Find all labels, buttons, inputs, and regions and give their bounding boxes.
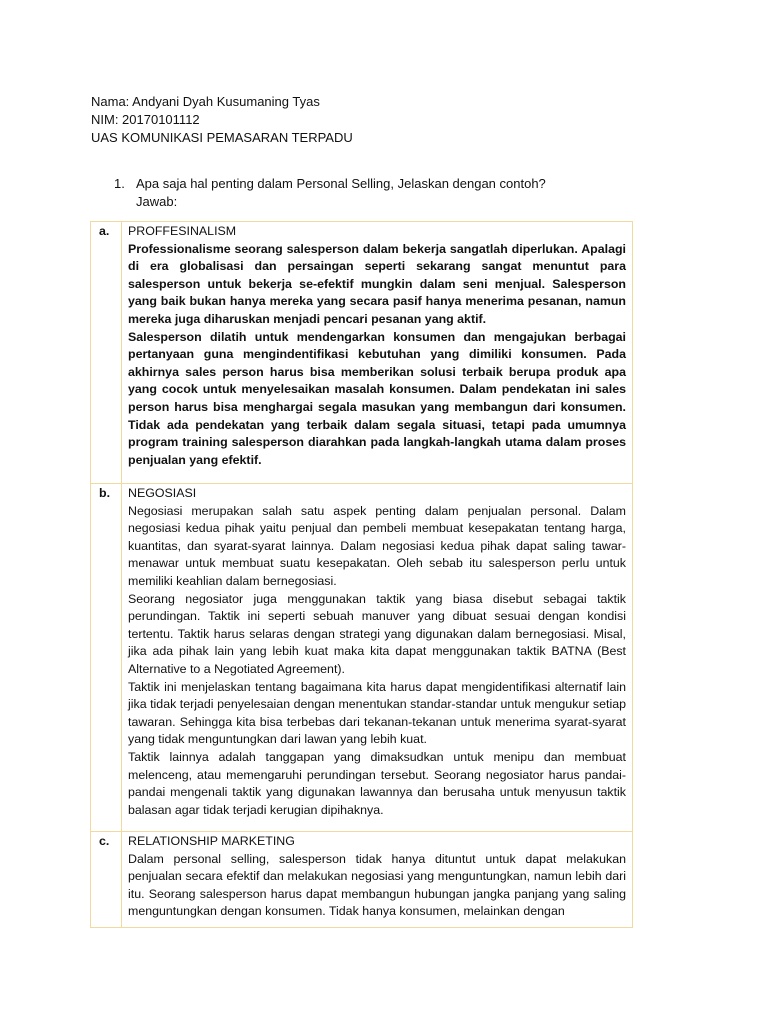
item-paragraph: Dalam personal selling, salesperson tidak hanya dituntut untuk dapat melakukan penjualan secara efektif dan melakukan negosiasi yang menguntungkan, namun lebih dari itu. Seorang salesperson harus dapat membangun hubungan jangka panjang yang saling menguntungkan dengan konsumen. Tidak hanya konsumen, melainkan dengan: [128, 851, 626, 919]
student-name: Nama: Andyani Dyah Kusumaning Tyas: [91, 94, 320, 109]
item-paragraph: Negosiasi merupakan salah satu aspek penting dalam penjualan personal. Dalam negosiasi kedua pihak yaitu penjual dan pembeli membuat kesepakatan tentang harga, kuantitas, dan syarat-syarat lainnya. Dalam negosiasi kedua pihak dapat saling tawar-menawar untuk membuat suatu kesepakatan. Oleh sebab itu salesperson perlu untuk memiliki keahlian dalam bernegosiasi.: [128, 503, 626, 588]
item-paragraph: Professionalisme seorang salesperson dalam bekerja sangatlah diperlukan. Apalagi di era globalisasi dan persaingan seperti sekarang sangat menuntut para salesperson untuk bekerja se-efektif mungkin dalam seni menjual. Salesperson yang baik bukan hanya mereka yang secara pasif hanya menerima pesanan, namun mereka juga diharuskan menjadi pencari pesanan yang aktif.: [128, 241, 626, 326]
answer-row-b: [91, 484, 633, 832]
student-nim: NIM: 20170101112: [91, 112, 200, 127]
item-content: [122, 222, 633, 484]
item-paragraph: Salesperson dilatih untuk mendengarkan konsumen dan mengajukan berbagai pertanyaan guna mengindentifikasi kebutuhan yang dimiliki konsumen. Pada akhirnya sales person harus bisa memberikan solusi terbaik berupa produk apa yang cocok untuk menyelesaikan masalah konsumen. Dalam pendekatan ini sales person harus bisa menghargai segala masukan yang membangun dari konsumen. Tidak ada pendekatan yang terbaik dalam segala situasi, tetapi pada umumnya program training salesperson diarahkan pada langkah-langkah utama dalam proses penjualan yang efektif.: [128, 329, 626, 467]
item-letter: a.: [91, 222, 122, 484]
item-title: NEGOSIASI: [128, 486, 197, 500]
student-header: [91, 93, 353, 147]
item-paragraph: Taktik lainnya adalah tanggapan yang dimaksudkan untuk menipu dan membuat melenceng, atau memengaruhi perundingan tersebut. Seorang negosiator harus pandai-pandai mengenali taktik yang digunakan lawannya dan berusaha untuk menyusun taktik balasan agar tidak terjadi kerugian dipihaknya.: [128, 749, 626, 817]
item-content: [122, 832, 633, 928]
item-letter: b.: [91, 484, 122, 832]
item-content: [122, 484, 633, 832]
question-number: 1.: [114, 176, 125, 191]
answer-table: [90, 221, 633, 928]
answer-row-c: [91, 832, 633, 928]
item-paragraph: Seorang negosiator juga menggunakan taktik yang biasa disebut sebagai taktik perundingan. Taktik ini seperti sebuah manuver yang dibuat sesuai dengan kondisi tertentu. Taktik harus selaras dengan strategi yang digunakan dalam bernegosiasi. Misal, jika ada pihak lain yang lebih kuat maka kita dapat menggunakan taktik BATNA (Best Alternative to a Negotiated Agreement).: [128, 591, 626, 676]
item-title: PROFFESINALISM: [128, 224, 237, 238]
answer-label: Jawab:: [136, 194, 178, 209]
item-letter: c.: [91, 832, 122, 928]
item-title: RELATIONSHIP MARKETING: [128, 834, 295, 848]
question-text: Apa saja hal penting dalam Personal Selling, Jelaskan dengan contoh?: [136, 176, 546, 191]
course-title: UAS KOMUNIKASI PEMASARAN TERPADU: [91, 130, 353, 145]
item-paragraph: Taktik ini menjelaskan tentang bagaimana kita harus dapat mengidentifikasi alternatif lain jika tidak terjadi penyelesaian dengan menentukan standar-standar untuk mengukur setiap tawaran. Sehingga kita bisa terbebas dari tekanan-tekanan untuk menerima syarat-syarat yang tidak menguntungkan dari lawan yang lebih kuat.: [128, 679, 626, 747]
answer-row-a: [91, 222, 633, 484]
question-block: [114, 175, 546, 211]
